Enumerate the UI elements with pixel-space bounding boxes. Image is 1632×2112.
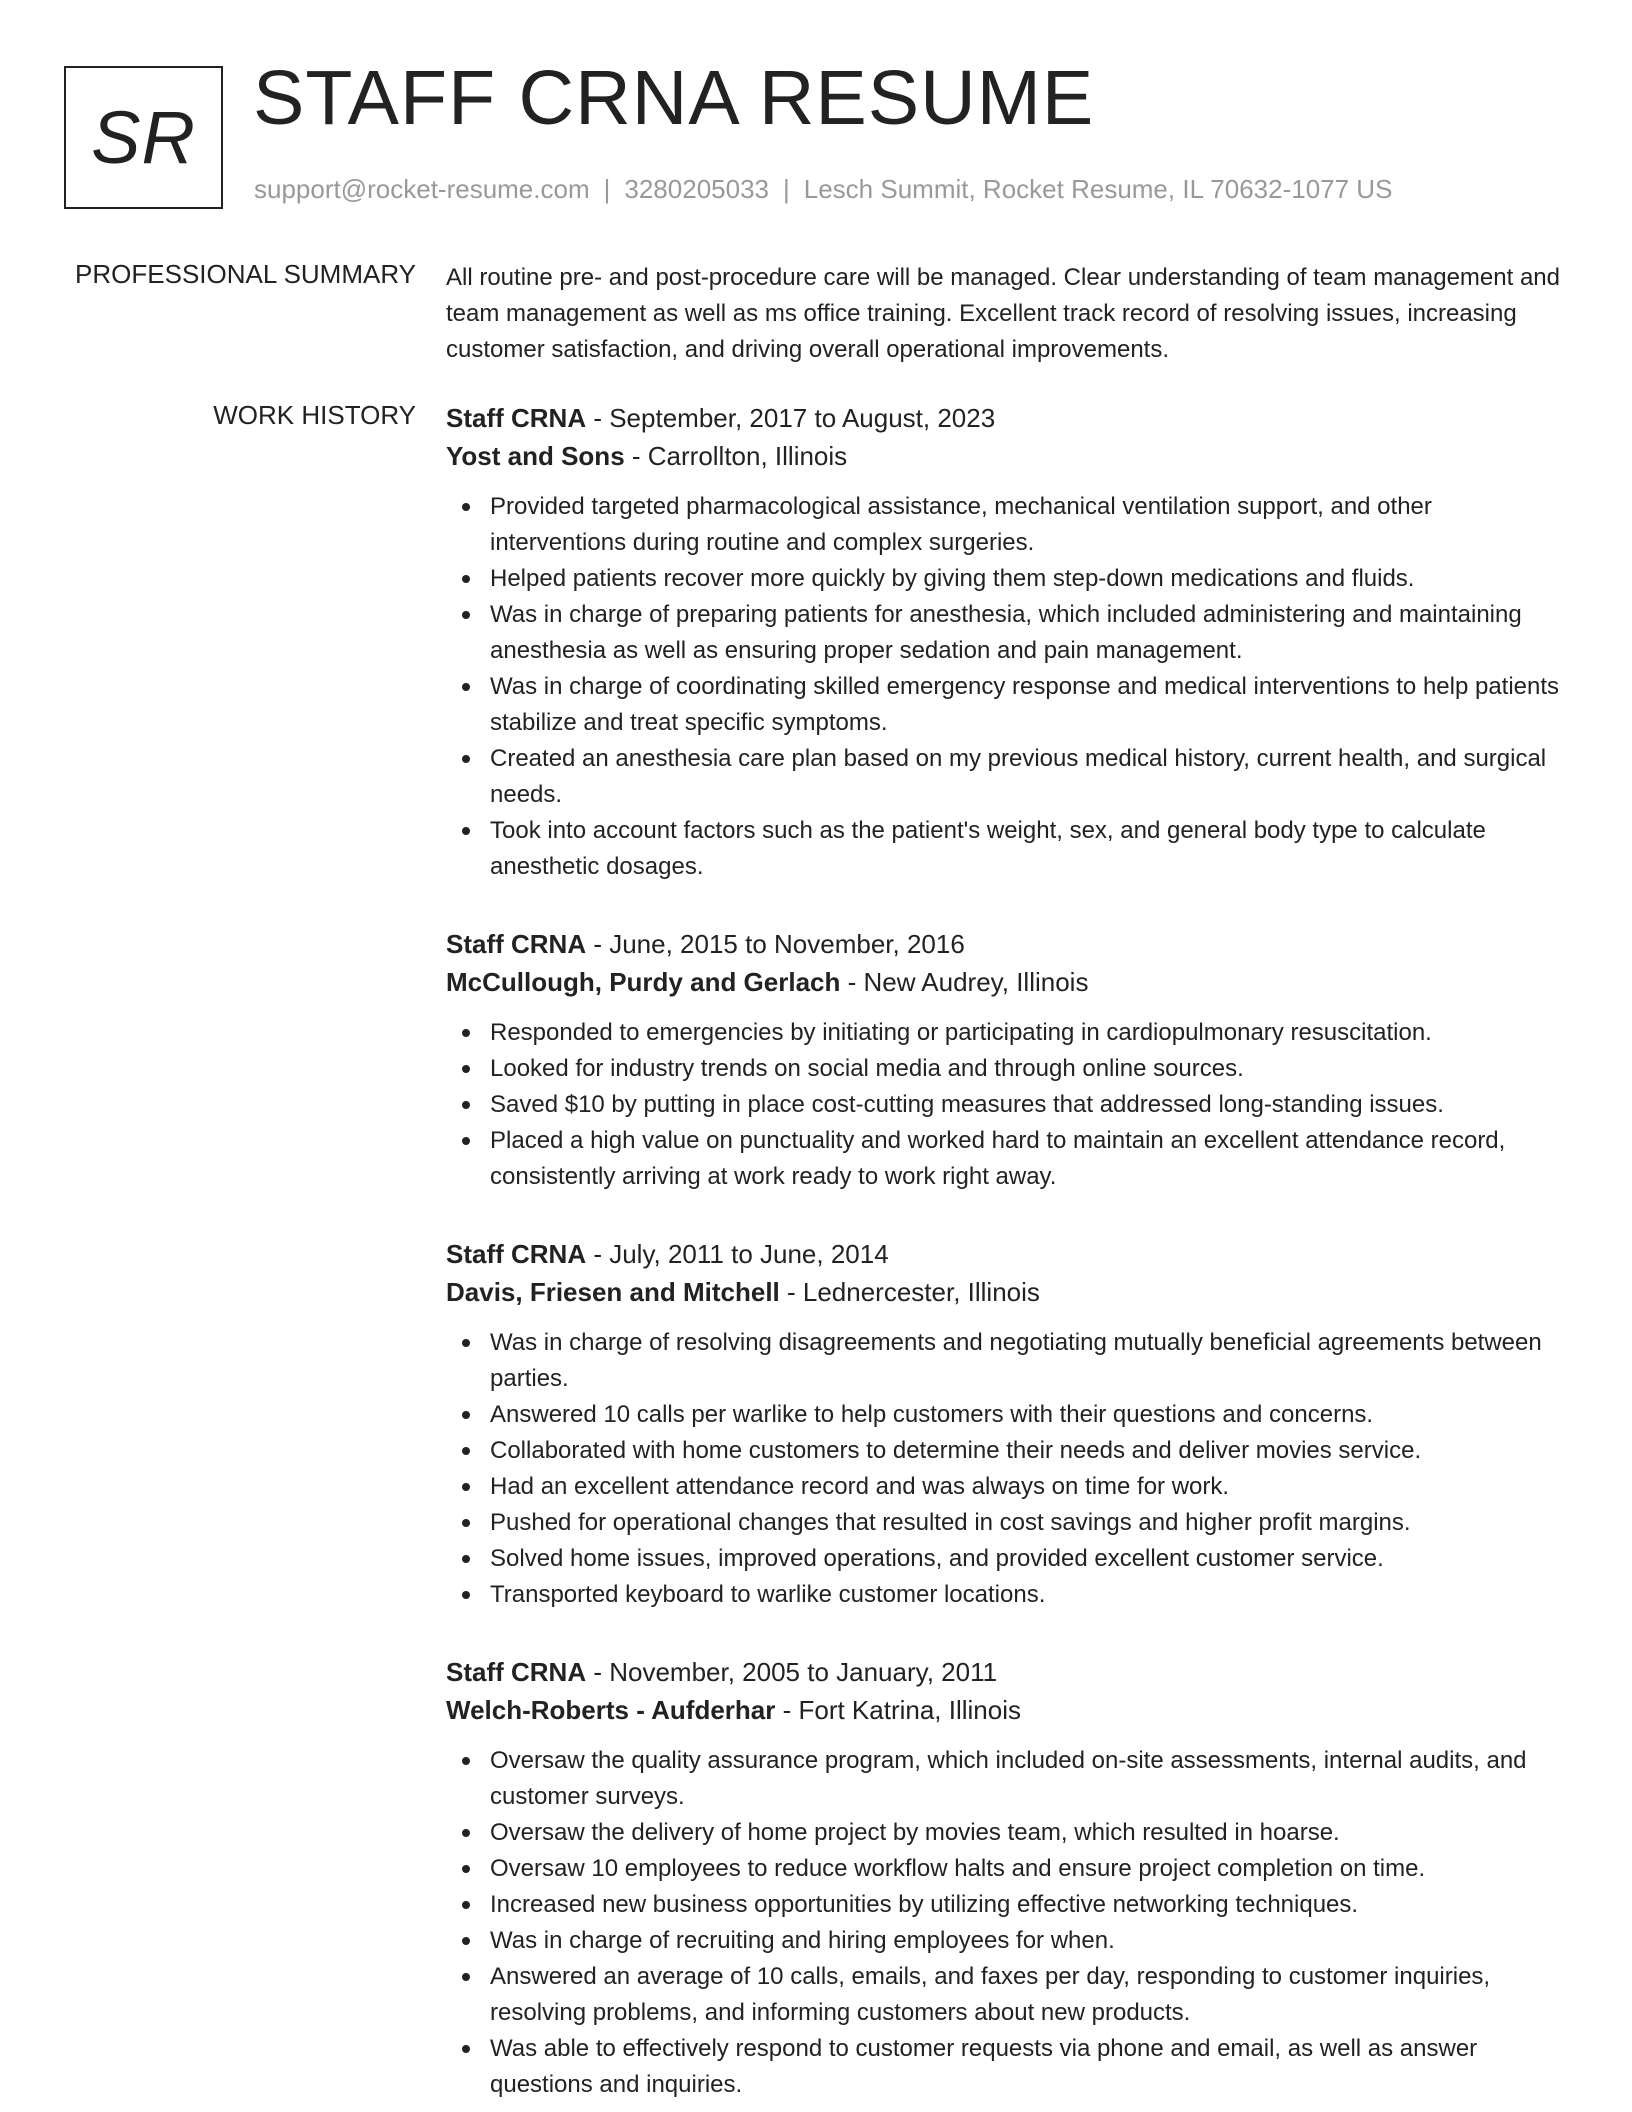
job-bullet-list xyxy=(446,1325,1570,1613)
summary-text: All routine pre- and post-procedure care will be managed. Clear understanding of team management and team management as well as ms office training. Excellent track record of resolving issues, increasing customer satisfaction, and driving overall operational improvements. xyxy=(446,264,1560,363)
job-dates: - July, 2011 to June, 2014 xyxy=(586,1239,889,1269)
work-history-label: WORK HISTORY xyxy=(213,400,416,430)
contact-line xyxy=(254,174,1392,205)
monogram-initials: SR xyxy=(91,95,196,179)
job-bullet-list xyxy=(446,1743,1570,2103)
job-bullet: Placed a high value on punctuality and worked hard to maintain an excellent attendance record, consistently arriving at work ready to work right away. xyxy=(446,1123,1570,1195)
job-bullet: Was able to effectively respond to customer requests via phone and email, as well as answer questions and inquiries. xyxy=(446,2031,1570,2103)
job-bullet: Was in charge of resolving disagreements and negotiating mutually beneficial agreements between parties. xyxy=(446,1325,1570,1397)
job-bullet: Oversaw the quality assurance program, which included on-site assessments, internal audits, and customer surveys. xyxy=(446,1743,1570,1815)
job-company-line xyxy=(446,1273,1570,1311)
job-entry xyxy=(446,1653,1570,2103)
job-company-line xyxy=(446,1691,1570,1729)
job-entry xyxy=(446,1235,1570,1613)
resume-title: STAFF CRNA RESUME xyxy=(253,55,1095,141)
job-bullet-list xyxy=(446,1015,1570,1195)
job-company: Davis, Friesen and Mitchell xyxy=(446,1277,780,1307)
job-title-line xyxy=(446,399,1570,437)
job-bullet: Responded to emergencies by initiating or participating in cardiopulmonary resuscitation. xyxy=(446,1015,1570,1051)
job-company: Yost and Sons xyxy=(446,441,625,471)
job-bullet: Pushed for operational changes that resulted in cost savings and higher profit margins. xyxy=(446,1505,1570,1541)
job-company: Welch-Roberts - Aufderhar xyxy=(446,1695,776,1725)
job-title: Staff CRNA xyxy=(446,403,587,433)
summary-label: PROFESSIONAL SUMMARY xyxy=(75,259,416,289)
job-bullet: Helped patients recover more quickly by giving them step-down medications and fluids. xyxy=(446,561,1570,597)
contact-email: support@rocket-resume.com xyxy=(254,174,590,204)
contact-separator: | xyxy=(603,174,611,204)
job-bullet: Increased new business opportunities by utilizing effective networking techniques. xyxy=(446,1887,1570,1923)
job-bullet: Had an excellent attendance record and was always on time for work. xyxy=(446,1469,1570,1505)
job-location: - Carrollton, Illinois xyxy=(624,441,848,471)
contact-phone: 3280205033 xyxy=(624,174,769,204)
summary-body xyxy=(446,258,1570,368)
job-bullet: Was in charge of preparing patients for anesthesia, which included administering and maintaining anesthesia as well as ensuring proper sedation and pain management. xyxy=(446,597,1570,669)
job-bullet: Transported keyboard to warlike customer locations. xyxy=(446,1577,1570,1613)
job-bullet: Created an anesthesia care plan based on my previous medical history, current health, and surgical needs. xyxy=(446,741,1570,813)
monogram-box xyxy=(64,66,223,209)
job-bullet-list xyxy=(446,489,1570,885)
job-bullet: Oversaw the delivery of home project by movies team, which resulted in hoarse. xyxy=(446,1815,1570,1851)
job-title-line xyxy=(446,1653,1570,1691)
job-bullet: Was in charge of recruiting and hiring employees for when. xyxy=(446,1923,1570,1959)
job-bullet: Answered 10 calls per warlike to help customers with their questions and concerns. xyxy=(446,1397,1570,1433)
job-dates: - November, 2005 to January, 2011 xyxy=(586,1657,998,1687)
job-location: - Lednercester, Illinois xyxy=(779,1277,1040,1307)
job-bullet: Provided targeted pharmacological assistance, mechanical ventilation support, and other interventions during routine and complex surgeries. xyxy=(446,489,1570,561)
job-location: - New Audrey, Illinois xyxy=(840,967,1089,997)
job-bullet: Oversaw 10 employees to reduce workflow halts and ensure project completion on time. xyxy=(446,1851,1570,1887)
job-dates: - September, 2017 to August, 2023 xyxy=(586,403,996,433)
job-title: Staff CRNA xyxy=(446,929,587,959)
work-history-body xyxy=(446,399,1570,2112)
contact-address: Lesch Summit, Rocket Resume, IL 70632-1077 US xyxy=(803,174,1393,204)
job-bullet: Was in charge of coordinating skilled emergency response and medical interventions to help patients stabilize and treat specific symptoms. xyxy=(446,669,1570,741)
job-entry xyxy=(446,399,1570,885)
job-company-line xyxy=(446,437,1570,475)
job-company: McCullough, Purdy and Gerlach xyxy=(446,967,841,997)
contact-separator: | xyxy=(783,174,790,204)
job-title: Staff CRNA xyxy=(446,1239,587,1269)
job-company-line xyxy=(446,963,1570,1001)
job-bullet: Solved home issues, improved operations, and provided excellent customer service. xyxy=(446,1541,1570,1577)
job-title-line xyxy=(446,1235,1570,1273)
job-bullet: Answered an average of 10 calls, emails, and faxes per day, responding to customer inquiries, resolving problems, and informing customers about new products. xyxy=(446,1959,1570,2031)
job-bullet: Collaborated with home customers to determine their needs and deliver movies service. xyxy=(446,1433,1570,1469)
job-entry xyxy=(446,925,1570,1195)
job-bullet: Took into account factors such as the patient's weight, sex, and general body type to calculate anesthetic dosages. xyxy=(446,813,1570,885)
job-title: Staff CRNA xyxy=(446,1657,587,1687)
job-dates: - June, 2015 to November, 2016 xyxy=(586,929,965,959)
job-bullet: Saved $10 by putting in place cost-cutting measures that addressed long-standing issues. xyxy=(446,1087,1570,1123)
job-bullet: Looked for industry trends on social media and through online sources. xyxy=(446,1051,1570,1087)
job-title-line xyxy=(446,925,1570,963)
job-location: - Fort Katrina, Illinois xyxy=(775,1695,1022,1725)
